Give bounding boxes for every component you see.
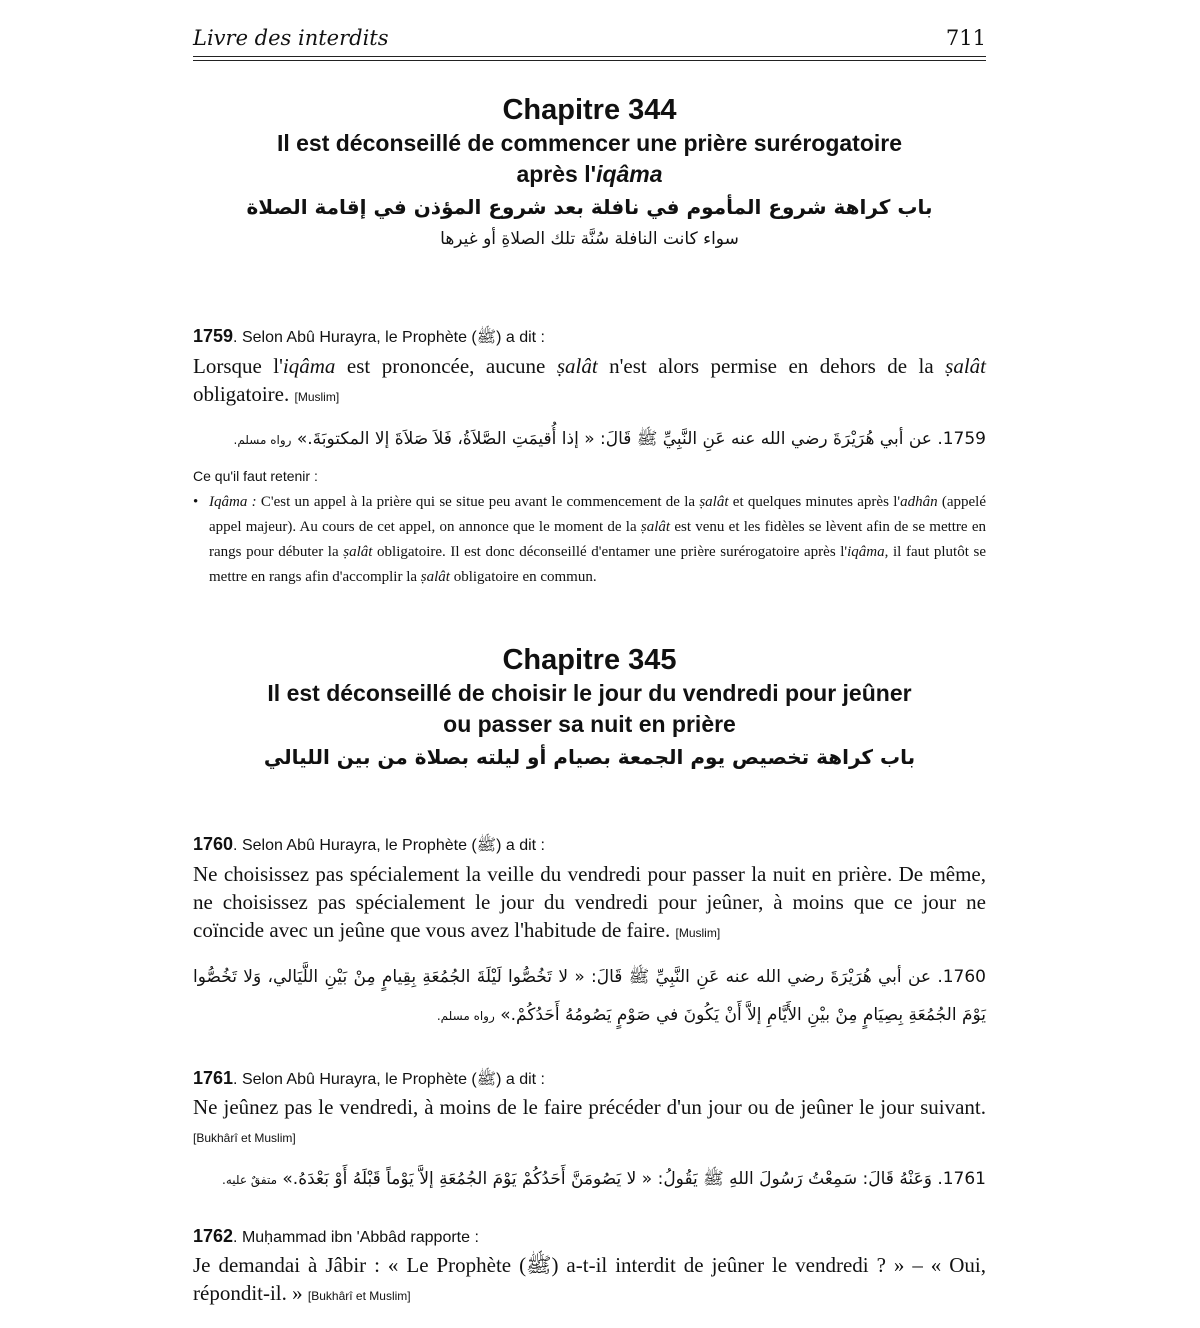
arabic-reference: رواه مسلم.: [233, 433, 292, 447]
header-rule: [193, 56, 986, 57]
text-italic: iqâma: [847, 544, 885, 560]
text-italic: ṣalât: [556, 354, 598, 378]
chapter-arabic-title: باب كراهة شروع المأموم في نافلة بعد شروع المؤذن في إقامة الصلاة: [246, 195, 933, 219]
chapter-title-line1: Il est déconseillé de choisir le jour du vendredi pour jeûner: [267, 680, 912, 706]
text-run: Je demandai à Jâbir : « Le Prophète (ﷺ) a-t-il interdit de jeûner le vendredi ? » – « Oui, répondit-il. »: [193, 1253, 986, 1305]
text-italic: ṣalât: [343, 544, 373, 560]
chapter-344-heading: [193, 92, 986, 254]
hadith-source: [Bukhârî et Muslim]: [193, 1131, 296, 1145]
text-run: Ne jeûnez pas le vendredi, à moins de le faire précéder d'un jour ou de jeûner le jour suivant.: [193, 1095, 986, 1119]
hadith-1761-arabic: [193, 1160, 986, 1199]
text-italic: ṣalât: [699, 494, 729, 510]
hadith-number: 1761: [193, 1068, 234, 1088]
text-italic: Iqâma :: [209, 494, 257, 510]
arabic-reference: رواه مسلم.: [436, 1009, 495, 1023]
arabic-text: 1761. وَعَنْهُ قَالَ: سَمِعْتُ رَسُولَ اللهِ ﷺ يَقُولُ: « لا يَصُومَنَّ أَحَدُكُمْ يَوْمَ الجُمُعَةِ إلاَّ يَوْماً قَبْلَهُ أَوْ بَعْدَهُ.»: [282, 1169, 986, 1189]
text-run: Ne choisissez pas spécialement la veille du vendredi pour passer la nuit en prière. De même, ne choisissez pas spécialement le jour du vendredi pour jeûner, à moins que ce jour ne coïncide avec un jeûne que vous avez l'habitude de faire.: [193, 862, 986, 942]
text-run: C'est un appel à la prière qui se situe peu avant le commencement de la: [256, 494, 700, 510]
hadith-1759-text: [193, 352, 986, 411]
retain-label: Ce qu'il faut retenir :: [193, 468, 318, 484]
chapter-number: Chapitre 345: [502, 644, 677, 676]
retain-note: [193, 490, 986, 590]
hadith-1760-text: [193, 860, 986, 947]
text-italic: iqâma: [282, 354, 336, 378]
hadith-1759-arabic: [193, 420, 986, 459]
chapter-title-prefix: après l': [516, 161, 597, 187]
hadith-number: 1760: [193, 834, 234, 854]
text-italic: ṣalât: [945, 354, 987, 378]
hadith-source: [Muslim]: [294, 390, 340, 404]
text-run: (appelé appel majeur). Au cours de cet appel, on annonce que le moment de la: [209, 494, 986, 535]
text-run: est prononcée, aucune: [335, 354, 557, 378]
chapter-arabic-subtitle: سواء كانت النافلة سُنَّة تلك الصلاةِ أو غيرها: [440, 229, 739, 249]
arabic-text: 1759. عن أبي هُرَيْرَةَ رضي الله عنه عَنِ النَّبِيِّ ﷺ قَالَ: « إذا أُقيمَتِ الصَّلاَةُ، فَلاَ صَلاَةَ إلا المكتوبَةَ.»: [296, 429, 986, 449]
text-run: et quelques minutes après l': [728, 494, 901, 510]
chapter-number: Chapitre 344: [502, 94, 677, 126]
hadith-intro: . Selon Abû Hurayra, le Prophète (ﷺ) a dit :: [233, 329, 545, 346]
hadith-1761-header: [193, 1068, 986, 1092]
text-run: n'est alors permise en dehors de la: [597, 354, 946, 378]
hadith-source: [Bukhârî et Muslim]: [307, 1289, 411, 1303]
hadith-1762-header: [193, 1226, 986, 1247]
page-number: 711: [945, 26, 986, 50]
hadith-1762-text: [193, 1251, 986, 1310]
text-run: obligatoire en commun.: [449, 569, 597, 585]
hadith-1760-header: [193, 834, 986, 858]
header-rule-secondary: [193, 60, 986, 61]
chapter-arabic-title: باب كراهة تخصيص يوم الجمعة بصيام أو ليلته بصلاة من بين الليالي: [263, 745, 916, 769]
hadith-1759-header: [193, 326, 986, 350]
text-run: , il faut plutôt se mettre en rangs afin d'accomplir la: [209, 544, 986, 585]
arabic-reference: متفقٌ عليه.: [222, 1173, 277, 1187]
chapter-345-heading: [193, 642, 986, 774]
hadith-number: 1759: [193, 326, 234, 346]
chapter-title-line2: [193, 159, 986, 190]
chapter-title-italic: iqâma: [596, 161, 663, 187]
hadith-source: [Muslim]: [675, 926, 721, 940]
text-run: Lorsque l': [193, 354, 283, 378]
chapter-title-line2: ou passer sa nuit en prière: [443, 711, 736, 737]
hadith-intro: . Selon Abû Hurayra, le Prophète (ﷺ) a dit :: [233, 837, 545, 854]
running-head: [193, 24, 986, 56]
text-run: est venu et les fidèles se lèvent afin de se mettre en rangs pour débuter la: [209, 519, 986, 560]
text-run: obligatoire.: [193, 382, 295, 406]
text-italic: ṣalât: [640, 519, 671, 535]
hadith-intro: . Muḥammad ibn 'Abbâd rapporte :: [233, 1229, 479, 1246]
hadith-number: 1762: [193, 1226, 234, 1246]
chapter-title-line1: Il est déconseillé de commencer une prière surérogatoire: [276, 130, 903, 156]
running-head-title: Livre des interdits: [193, 26, 389, 50]
arabic-text: 1760. عن أبي هُرَيْرَةَ رضي الله عنه عَنِ النَّبِيِّ ﷺ قَالَ: « لا تَخُصُّوا لَيْلَةَ الجُمُعَةِ بِقِيامٍ مِنْ بَيْنِ اللَّيَالي، وَلا تَخُصُّوا يَوْمَ الجُمُعَةِ بِصِيَامٍ مِنْ بيْنِ الأَيَّامِ إلاَّ أَنْ يَكُونَ في صَوْمٍ يَصُومُهُ أَحَدُكُمْ.»: [193, 967, 986, 1025]
bullet-icon: •: [193, 494, 199, 510]
hadith-1760-arabic: [193, 958, 986, 1035]
retain-text: [209, 490, 986, 590]
hadith-intro: . Selon Abû Hurayra, le Prophète (ﷺ) a dit :: [233, 1071, 545, 1088]
hadith-1761-text: [193, 1093, 986, 1152]
text-italic: adhân: [900, 494, 938, 510]
text-italic: ṣalât: [420, 569, 450, 585]
text-run: obligatoire. Il est donc déconseillé d'entamer une prière surérogatoire après l': [372, 544, 848, 560]
